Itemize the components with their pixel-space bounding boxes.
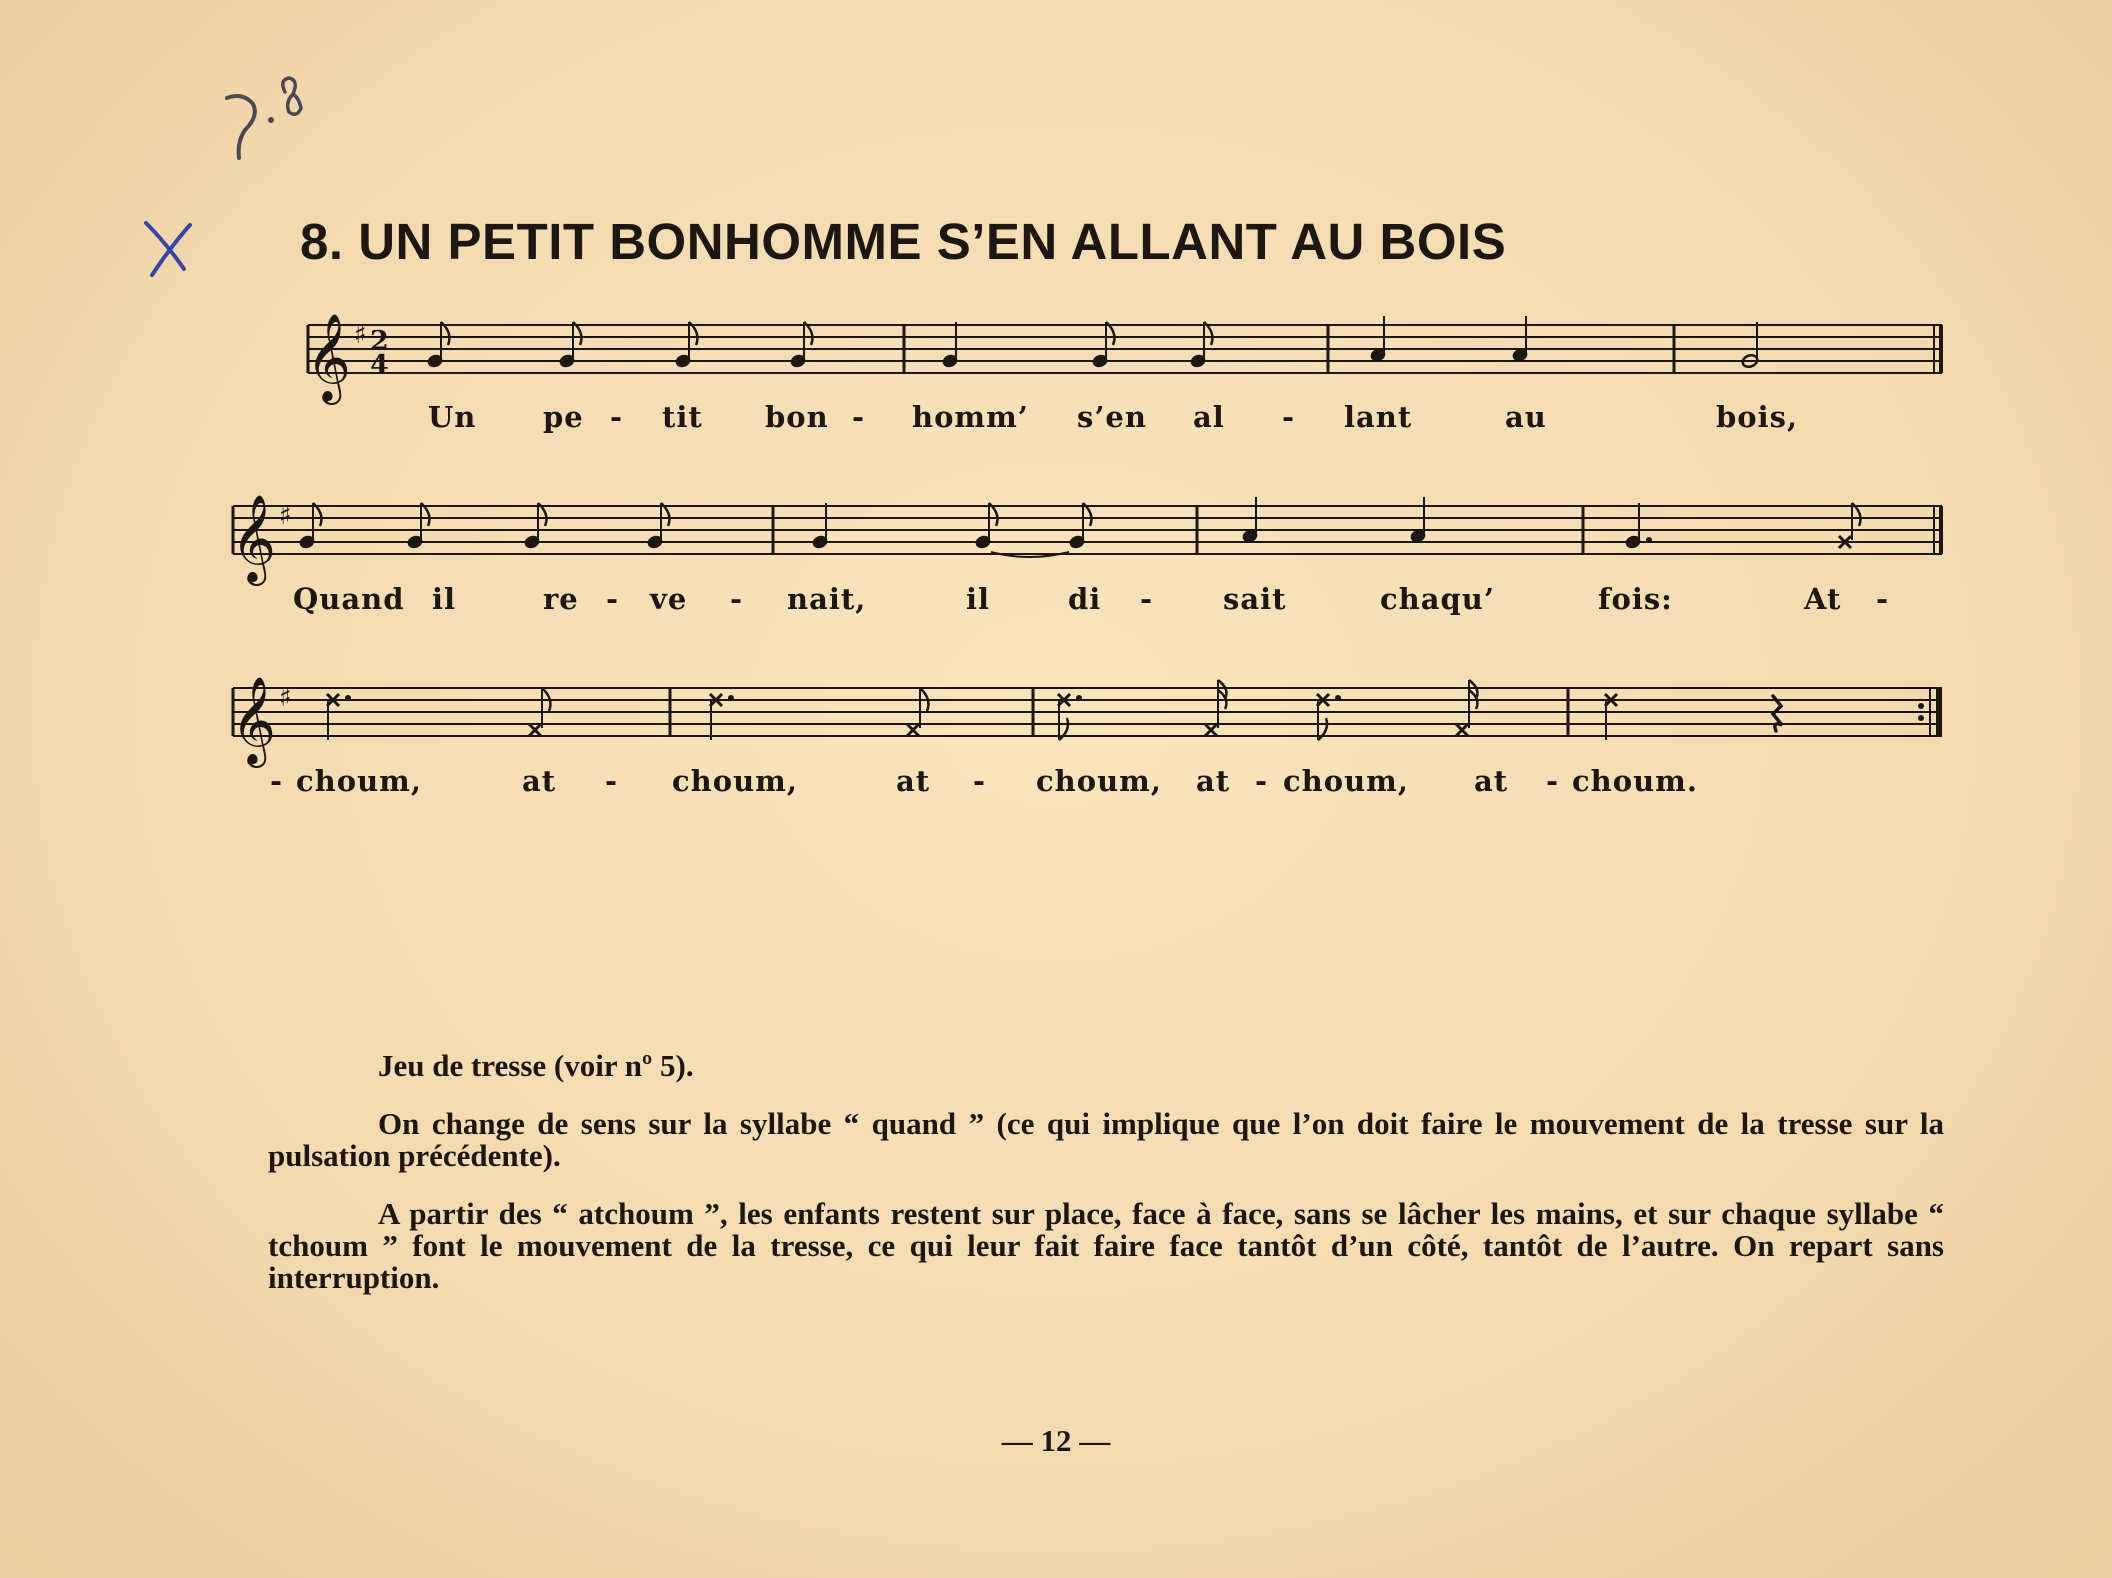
lyric-word: re <box>543 582 579 616</box>
lyric-word: bois, <box>1716 400 1799 434</box>
lyric-word: - <box>1255 764 1269 798</box>
sharp-icon: ♯ <box>279 683 292 713</box>
lyric-word: chaqu’ <box>1380 582 1495 616</box>
lyric-word: choum, <box>672 764 798 798</box>
lyric-word: - <box>852 400 866 434</box>
note <box>1410 497 1427 544</box>
sharp-icon: ♯ <box>354 320 367 350</box>
lyric-word: homm’ <box>912 400 1029 434</box>
note <box>1242 497 1259 544</box>
lyric-word: il <box>432 582 457 616</box>
lyric-word: tit <box>662 400 703 434</box>
paragraph-game: Jeu de tresse (voir nº 5). <box>378 1048 694 1083</box>
treble-clef-icon: 𝄞 <box>306 312 351 401</box>
song-title: 8. UN PETIT BONHOMME S’EN ALLANT AU BOIS <box>300 213 1507 270</box>
sharp-icon: ♯ <box>279 501 292 531</box>
lyric-word: lant <box>1344 400 1413 434</box>
time-signature-bottom: 4 <box>370 350 389 381</box>
lyric-word: at <box>522 764 557 798</box>
time-signature-top: 2 <box>370 326 389 357</box>
lyric-word: choum, <box>296 764 422 798</box>
lyric-word: al <box>1193 400 1225 434</box>
lyric-word: choum, <box>1283 764 1409 798</box>
lyric-word: - <box>1876 582 1890 616</box>
note <box>812 503 829 550</box>
lyric-word: - <box>605 764 619 798</box>
lyric-word: At <box>1804 582 1842 616</box>
lyric-word: au <box>1505 400 1547 434</box>
paragraph-atchoum: A partir des “ atchoum ”, les enfants restent sur place, face à face, sans se lâcher les mains, et sur chaque syllabe “ tchoum ” font le mouvement de la tresse, ce qui leur fait faire face tantôt d’un côté, tantôt de l’autre. On repart sans interruption. <box>268 1196 1944 1295</box>
lyric-word: Un <box>428 400 477 434</box>
lyric-word: di <box>1068 582 1102 616</box>
note <box>1370 316 1387 363</box>
note <box>942 322 959 369</box>
treble-clef-icon: 𝄞 <box>231 493 276 582</box>
lyric-word: - <box>606 582 620 616</box>
lyric-word: - <box>1546 764 1560 798</box>
note <box>1512 316 1529 363</box>
lyric-word: choum. <box>1572 764 1698 798</box>
lyric-word: nait, <box>787 582 867 616</box>
lyric-word: fois: <box>1598 582 1673 616</box>
treble-clef-icon: 𝄞 <box>231 675 276 764</box>
lyric-word: at <box>896 764 931 798</box>
page-number: — 12 — <box>1001 1423 1111 1458</box>
music-staff-1 <box>290 295 1950 405</box>
lyric-word: Quand <box>293 582 405 616</box>
paragraph-direction: On change de sens sur la syllabe “ quand ” (ce qui implique que l’on doit faire le mouvement de la tresse sur la pulsation précédente). <box>268 1106 1944 1173</box>
lyric-word: - <box>1140 582 1154 616</box>
lyric-word: ve <box>650 582 688 616</box>
cross-annotation <box>138 215 198 280</box>
lyric-word: sait <box>1223 582 1287 616</box>
music-staff-2 <box>215 478 1950 588</box>
lyric-word: - <box>270 764 284 798</box>
pencil-annotation <box>215 70 325 165</box>
lyric-word: - <box>730 582 744 616</box>
lyric-word: il <box>966 582 991 616</box>
quarter-rest-icon <box>1773 696 1782 731</box>
lyric-word: - <box>610 400 624 434</box>
lyric-word: - <box>1282 400 1296 434</box>
lyric-word: at <box>1474 764 1509 798</box>
lyric-word: pe <box>543 400 584 434</box>
lyric-word: bon <box>765 400 829 434</box>
lyric-word: at <box>1196 764 1231 798</box>
lyric-word: - <box>973 764 987 798</box>
music-staff-3 <box>215 660 1950 770</box>
lyric-word: choum, <box>1036 764 1162 798</box>
lyric-word: s’en <box>1077 400 1147 434</box>
